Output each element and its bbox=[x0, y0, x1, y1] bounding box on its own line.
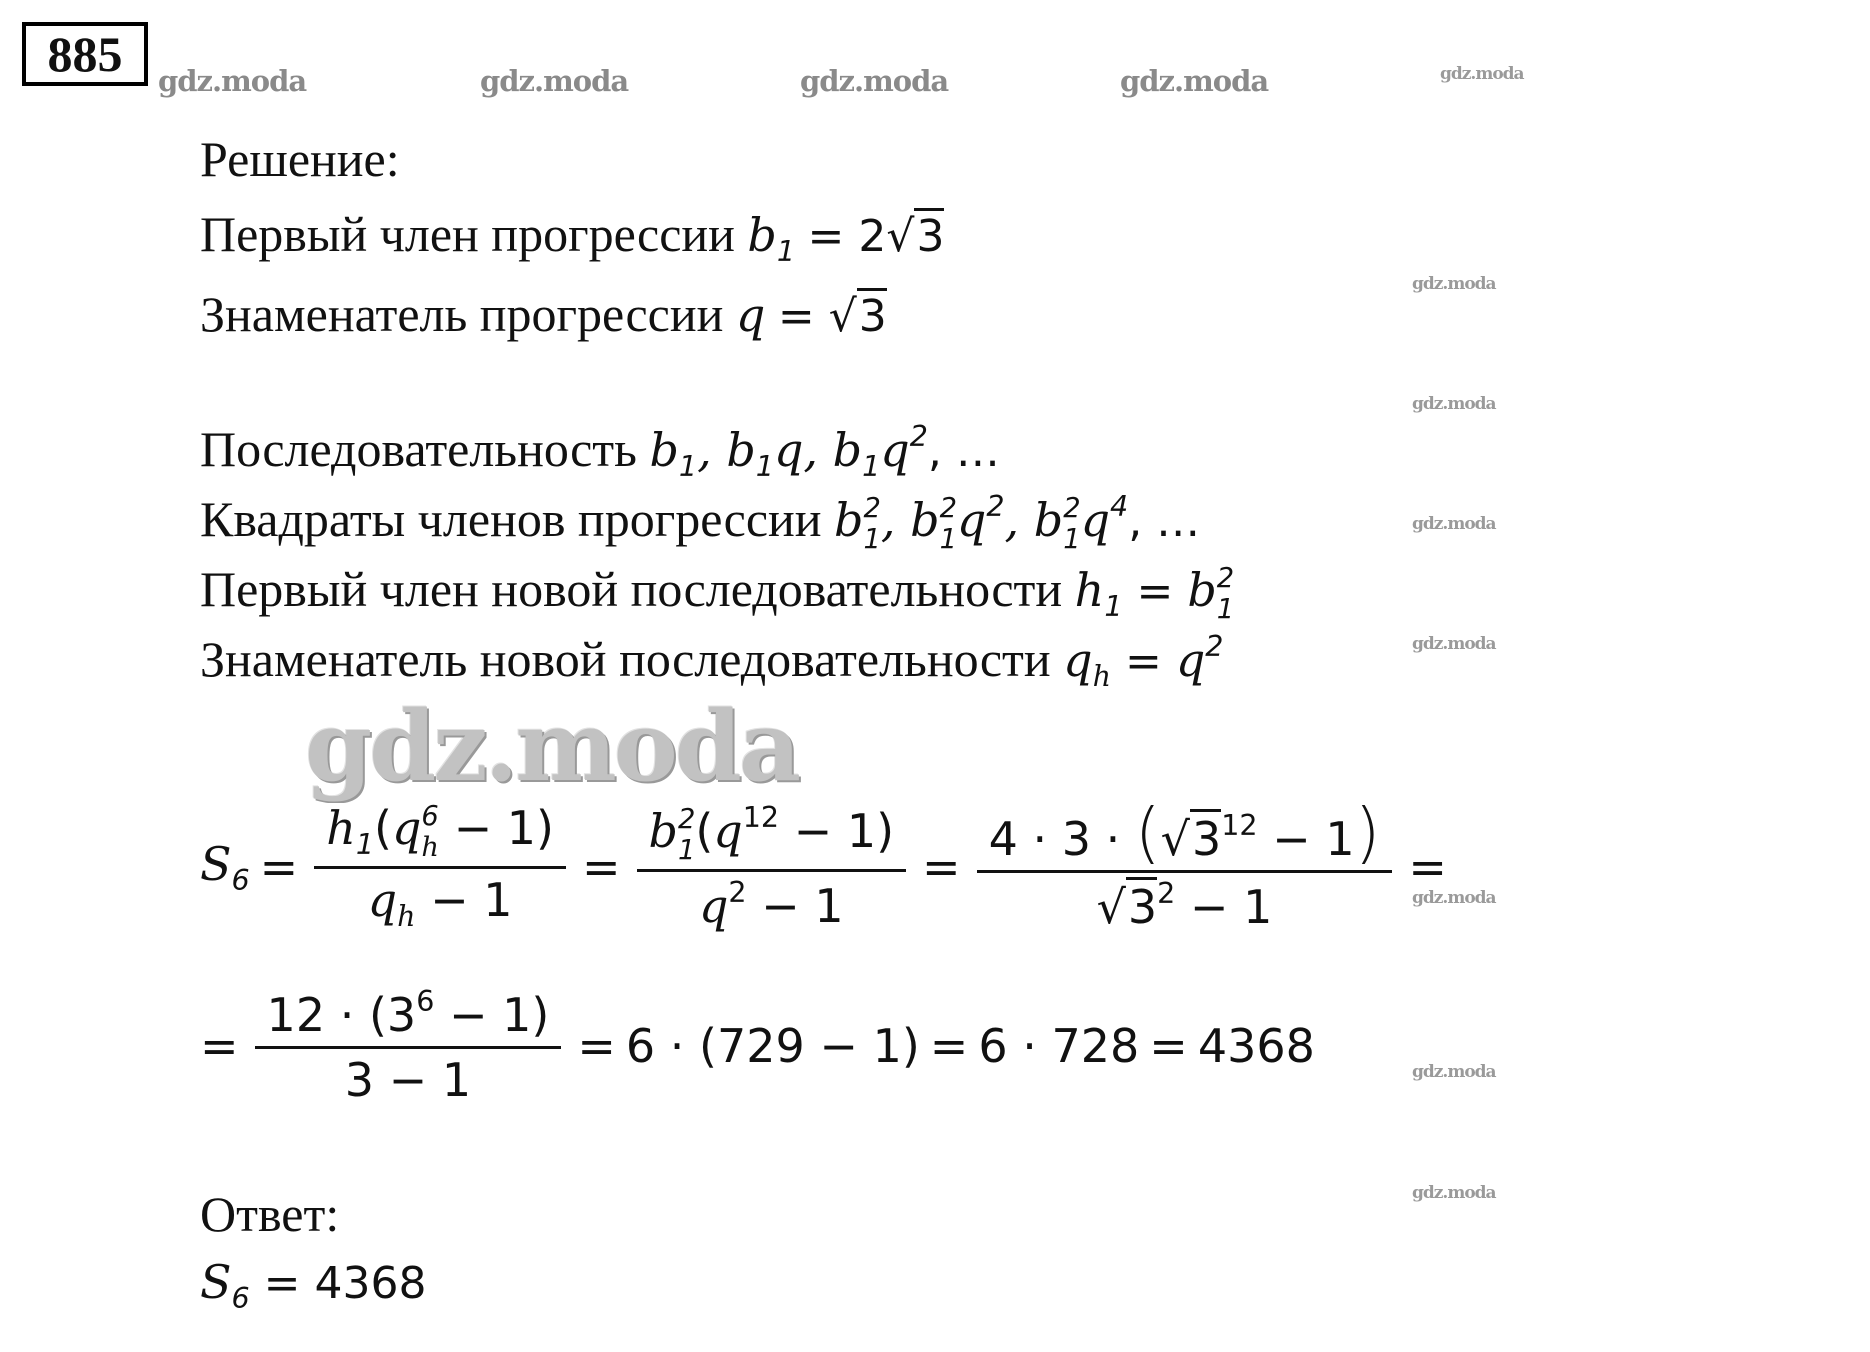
squares-text: Квадраты членов прогрессии bbox=[200, 491, 822, 547]
new-first-text: Первый член новой последовательности bbox=[200, 561, 1063, 617]
problem-number: 885 bbox=[22, 22, 148, 86]
answer-value: 4368 bbox=[314, 1258, 427, 1309]
answer-line: $S_6 = 4368$ bbox=[200, 1255, 427, 1315]
sum-formula-line-1: $S_6$ = $h_1(q$ 6 h − 1) $q_h - 1$ = b 2 1 $(q^{12} - 1)$ $q^2 - 1$ = $\frac{4 \cdot 3 \cdot (√3^{12} - 1)}{√3^2 - 1}$ = bbox=[200, 794, 1447, 934]
watermark: gdz.moda bbox=[1440, 64, 1524, 84]
watermark: gdz.moda bbox=[1412, 634, 1496, 654]
fraction-4: $\frac{12 \cdot (3^6 - 1)}{3 - 1}$ bbox=[261, 985, 556, 1107]
watermark: gdz.moda bbox=[800, 64, 949, 98]
fraction-1: $h_1(q$ 6 h − 1) $q_h - 1$ bbox=[320, 801, 560, 932]
first-term-text: Первый член прогрессии bbox=[200, 206, 735, 262]
watermark-large: gdz.moda bbox=[305, 690, 799, 803]
line-new-ratio: Знаменатель новой последовательности $q_h = q^2$ bbox=[200, 630, 1224, 693]
sum-formula-line-2: = $\frac{12 \cdot (3^6 - 1)}{3 - 1}$ = 6 · (729 − 1) = 6 · 728 = 4368 bbox=[200, 985, 1315, 1107]
watermark: gdz.moda bbox=[1412, 1183, 1496, 1203]
fraction-3: $\frac{4 \cdot 3 \cdot (√3^{12} - 1)}{√3^2 - 1}$ bbox=[983, 800, 1387, 934]
watermark: gdz.moda bbox=[158, 64, 307, 98]
watermark: gdz.moda bbox=[1412, 274, 1496, 294]
new-ratio-text: Знаменатель новой последовательности bbox=[200, 631, 1051, 687]
fraction-2: b 2 1 $(q^{12} - 1)$ $q^2 - 1$ bbox=[643, 801, 901, 932]
result-value: 4368 bbox=[1197, 1018, 1315, 1073]
solution-label: Решение: bbox=[200, 131, 400, 187]
line-squares: Квадраты членов прогрессии b 2 1 , b 2 1 $q^2$, b 2 1 $q^4$, … bbox=[200, 490, 1201, 555]
watermark: gdz.moda bbox=[480, 64, 629, 98]
line-new-first: Первый член новой последовательности $h_1 = b$ 2 1 bbox=[200, 561, 1235, 625]
line-first-term: Первый член прогрессии $b_1 = 2√3$ bbox=[200, 206, 945, 268]
watermark: gdz.moda bbox=[1412, 888, 1496, 908]
watermark: gdz.moda bbox=[1412, 394, 1496, 414]
watermark: gdz.moda bbox=[1412, 1062, 1496, 1082]
line-sequence: Последовательность $b_1$, $b_1q$, $b_1q^2$, … bbox=[200, 420, 1000, 483]
sequence-text: Последовательность bbox=[200, 421, 637, 477]
answer-label: Ответ: bbox=[200, 1186, 340, 1242]
watermark: gdz.moda bbox=[1412, 514, 1496, 534]
line-ratio: Знаменатель прогрессии q = √3 bbox=[200, 286, 887, 342]
ratio-text: Знаменатель прогрессии bbox=[200, 286, 724, 342]
watermark: gdz.moda bbox=[1120, 64, 1269, 98]
